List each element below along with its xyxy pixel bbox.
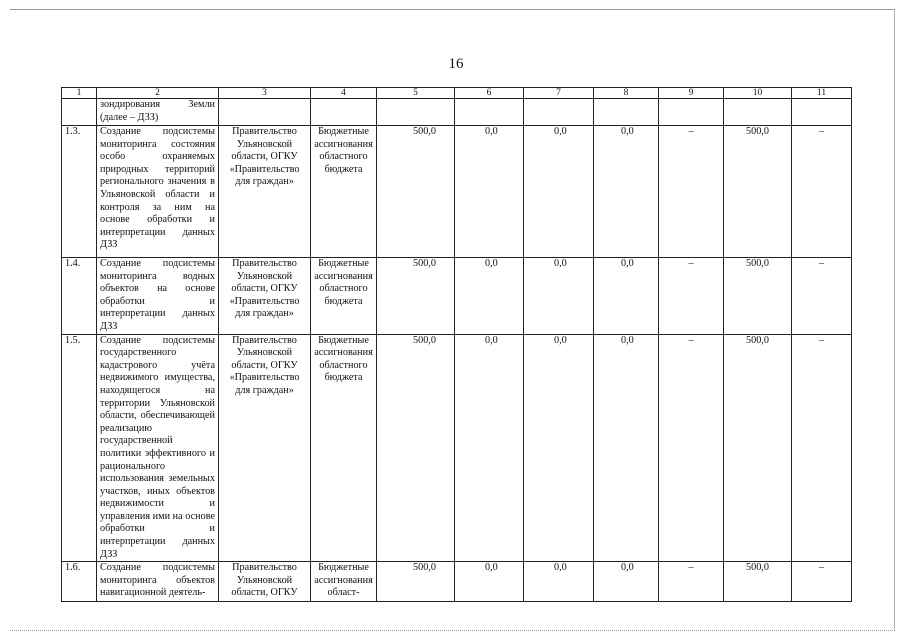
- value-cell-7: 0,0: [524, 334, 594, 562]
- value-cell-9: –: [659, 562, 724, 602]
- value-cell-7: 0,0: [524, 126, 594, 258]
- value-cell-9: –: [659, 334, 724, 562]
- value-cell-9: –: [659, 258, 724, 335]
- value-cell-11: –: [792, 562, 852, 602]
- table-row-continuation: [62, 99, 852, 126]
- column-header-4: 4: [311, 88, 377, 99]
- value-cell-6: 0,0: [455, 258, 524, 335]
- source-cell: Бюджетные ассигнования областного бюджета: [311, 334, 377, 562]
- column-header-3: 3: [219, 88, 311, 99]
- value-cell-8: 0,0: [594, 126, 659, 258]
- table-row-1-6: [62, 562, 852, 602]
- row-number-cell: 1.5.: [62, 334, 97, 562]
- executor-cell: Правительство Ульяновской области, ОГКУ «Правительство для граждан»: [219, 126, 311, 258]
- budget-table: [61, 87, 852, 602]
- page-edge-top: [10, 9, 895, 10]
- value-cell-5: 500,0: [377, 562, 455, 602]
- row-name-cell: Создание подсистемы мониторинга состояния особо охраняемых природных территорий регионального значения в Ульяновской области и контроля за ним на основе обработки и интерпретации данных ДЗЗ: [97, 126, 219, 258]
- column-number-row: [62, 88, 852, 99]
- value-cell-5: 500,0: [377, 126, 455, 258]
- source-cell: [311, 99, 377, 126]
- row-name-cell: Создание подсистемы мониторинга объектов навигационной деятель-: [97, 562, 219, 602]
- executor-cell: Правительство Ульяновской области, ОГКУ «Правительство для граждан»: [219, 334, 311, 562]
- value-cell-8: 0,0: [594, 258, 659, 335]
- row-number-cell: 1.3.: [62, 126, 97, 258]
- value-cell-6: 0,0: [455, 562, 524, 602]
- row-name-cell: Создание подсистемы мониторинга водных объектов на основе обработки и интерпретации данных ДЗЗ: [97, 258, 219, 335]
- value-cell-9: –: [659, 126, 724, 258]
- column-header-2: 2: [97, 88, 219, 99]
- value-cell-9: [659, 99, 724, 126]
- value-cell-5: 500,0: [377, 258, 455, 335]
- value-cell-5: [377, 99, 455, 126]
- column-header-1: 1: [62, 88, 97, 99]
- executor-cell: [219, 99, 311, 126]
- column-header-9: 9: [659, 88, 724, 99]
- value-cell-10: 500,0: [724, 258, 792, 335]
- table-row-1-3: [62, 126, 852, 258]
- value-cell-6: [455, 99, 524, 126]
- value-cell-10: 500,0: [724, 562, 792, 602]
- row-number-cell: 1.4.: [62, 258, 97, 335]
- page-edge-bottom: [10, 630, 895, 631]
- page-edge-right: [894, 9, 895, 631]
- row-name-cell: Создание подсистемы государственного кадастрового учёта недвижимого имущества, находящегося на территории Ульяновской области, обеспечивающей реализацию государственной политики эффективного и рационального использования земельных участков, иных объектов недвижимости и управления ими на основе обработки и интерпретации данных ДЗЗ: [97, 334, 219, 562]
- column-header-5: 5: [377, 88, 455, 99]
- page-number: 16: [448, 56, 464, 72]
- column-header-6: 6: [455, 88, 524, 99]
- column-header-10: 10: [724, 88, 792, 99]
- value-cell-6: 0,0: [455, 126, 524, 258]
- executor-cell: Правительство Ульяновской области, ОГКУ «Правительство для граждан»: [219, 258, 311, 335]
- value-cell-11: –: [792, 126, 852, 258]
- value-cell-7: 0,0: [524, 258, 594, 335]
- value-cell-10: 500,0: [724, 126, 792, 258]
- value-cell-11: –: [792, 258, 852, 335]
- value-cell-11: –: [792, 334, 852, 562]
- value-cell-8: 0,0: [594, 562, 659, 602]
- value-cell-7: 0,0: [524, 562, 594, 602]
- table-row-1-4: [62, 258, 852, 335]
- value-cell-11: [792, 99, 852, 126]
- row-number-cell: [62, 99, 97, 126]
- value-cell-6: 0,0: [455, 334, 524, 562]
- value-cell-5: 500,0: [377, 334, 455, 562]
- value-cell-8: [594, 99, 659, 126]
- row-number-cell: 1.6.: [62, 562, 97, 602]
- value-cell-10: [724, 99, 792, 126]
- source-cell: Бюджетные ассигнования областного бюджета: [311, 126, 377, 258]
- row-name-cell: зондирования Земли (далее – ДЗЗ): [97, 99, 219, 126]
- column-header-8: 8: [594, 88, 659, 99]
- source-cell: Бюджетные ассигнования област-: [311, 562, 377, 602]
- value-cell-10: 500,0: [724, 334, 792, 562]
- column-header-11: 11: [792, 88, 852, 99]
- value-cell-8: 0,0: [594, 334, 659, 562]
- value-cell-7: [524, 99, 594, 126]
- table-row-1-5: [62, 334, 852, 562]
- column-header-7: 7: [524, 88, 594, 99]
- executor-cell: Правительство Ульяновской области, ОГКУ: [219, 562, 311, 602]
- source-cell: Бюджетные ассигнования областного бюджета: [311, 258, 377, 335]
